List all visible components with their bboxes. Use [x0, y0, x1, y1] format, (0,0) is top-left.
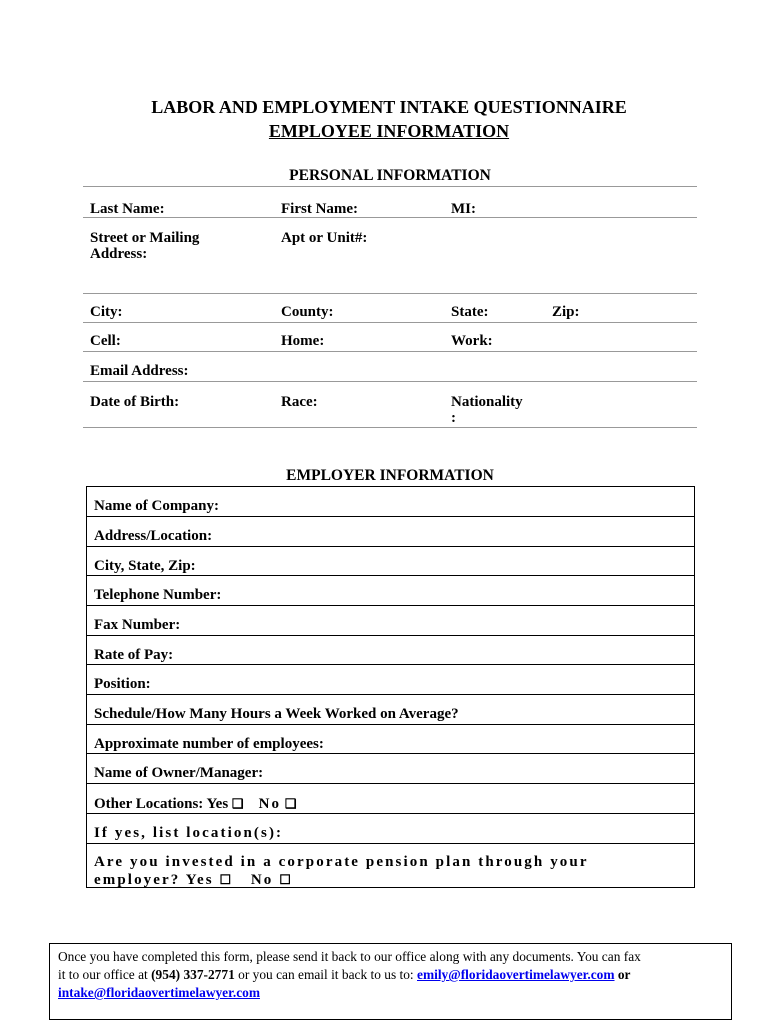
- no-checkbox[interactable]: ❑: [284, 796, 297, 811]
- table-row: [87, 606, 694, 636]
- footer-line3: [58, 984, 731, 1002]
- employer-info-heading: EMPLOYER INFORMATION: [286, 467, 494, 484]
- row-label: Schedule/How Many Hours a Week Worked on Average?: [94, 706, 459, 722]
- state-label: State:: [451, 304, 489, 320]
- row-label: Name of Owner/Manager:: [94, 765, 264, 781]
- footer-line1: Once you have completed this form, please send it back to our office along with any documents. You can fax: [58, 949, 641, 964]
- last-name-label: Last Name:: [90, 201, 165, 217]
- row-label: If yes, list location(s):: [94, 825, 284, 841]
- address-label: Address:: [90, 246, 148, 262]
- footer-text: or you can email it back to us to:: [234, 967, 417, 982]
- row-label: City, State, Zip:: [94, 558, 196, 574]
- other-locations-label: Other Locations: Yes: [94, 796, 229, 812]
- page-title: LABOR AND EMPLOYMENT INTAKE QUESTIONNAIRE: [151, 97, 627, 117]
- divider: [83, 381, 697, 382]
- divider: [83, 351, 697, 352]
- email-link-intake[interactable]: intake@floridaovertimelawyer.com: [58, 985, 260, 1000]
- street-label: Street or Mailing: [90, 230, 200, 246]
- nationality-colon: :: [451, 410, 456, 426]
- dob-label: Date of Birth:: [90, 394, 180, 410]
- table-row: [87, 695, 694, 725]
- pension-no-checkbox[interactable]: ☐: [279, 872, 294, 887]
- email-link-emily[interactable]: emily@floridaovertimelawyer.com: [417, 967, 615, 982]
- nationality-label: Nationality: [451, 394, 523, 410]
- employer-info-table: [86, 486, 695, 888]
- fax-number: (954) 337-2771: [151, 967, 235, 982]
- divider: [83, 186, 697, 187]
- table-row: [87, 814, 694, 844]
- zip-label: Zip:: [552, 304, 580, 320]
- yes-checkbox[interactable]: ❑: [231, 796, 244, 811]
- pension-question-line1: Are you invested in a corporate pension plan through your: [94, 854, 589, 870]
- row-label: Approximate number of employees:: [94, 736, 324, 752]
- footer-or: or: [614, 967, 631, 982]
- table-row: [87, 547, 694, 576]
- city-label: City:: [90, 304, 123, 320]
- table-row: [87, 844, 694, 888]
- row-label: Fax Number:: [94, 617, 181, 633]
- table-row: [87, 517, 694, 547]
- no-label: No: [258, 796, 282, 812]
- footer-text: it to our office at: [58, 967, 152, 982]
- pension-no-label: No: [250, 872, 274, 888]
- email-label: Email Address:: [90, 363, 189, 379]
- pension-yes-label: Yes: [185, 872, 214, 888]
- first-name-label: First Name:: [281, 201, 359, 217]
- cell-label: Cell:: [90, 333, 121, 349]
- race-label: Race:: [281, 394, 318, 410]
- page-subtitle: EMPLOYEE INFORMATION: [268, 121, 510, 141]
- table-row: [87, 784, 694, 814]
- personal-info-heading: PERSONAL INFORMATION: [289, 167, 491, 184]
- pension-question-line2: [94, 871, 293, 889]
- row-label: Address/Location:: [94, 528, 213, 544]
- divider: [83, 293, 697, 294]
- row-label: Rate of Pay:: [94, 647, 174, 663]
- home-label: Home:: [281, 333, 325, 349]
- table-row: [87, 487, 694, 517]
- row-label: Name of Company:: [94, 498, 219, 514]
- work-label: Work:: [451, 333, 493, 349]
- table-row: [87, 576, 694, 606]
- table-row: [87, 636, 694, 665]
- divider: [83, 322, 697, 323]
- county-label: County:: [281, 304, 334, 320]
- table-row: [87, 754, 694, 784]
- table-row: [87, 665, 694, 695]
- footer-instructions: [49, 943, 732, 1020]
- page-title-block: [0, 95, 768, 143]
- footer-line2: [58, 966, 731, 984]
- divider: [83, 427, 697, 428]
- row-label: Telephone Number:: [94, 587, 222, 603]
- mi-label: MI:: [451, 201, 476, 217]
- table-row: [87, 725, 694, 754]
- apt-label: Apt or Unit#:: [281, 230, 368, 246]
- pension-employer-text: employer?: [94, 872, 181, 888]
- pension-yes-checkbox[interactable]: ☐: [219, 872, 234, 887]
- row-label: Position:: [94, 676, 151, 692]
- divider: [83, 217, 697, 218]
